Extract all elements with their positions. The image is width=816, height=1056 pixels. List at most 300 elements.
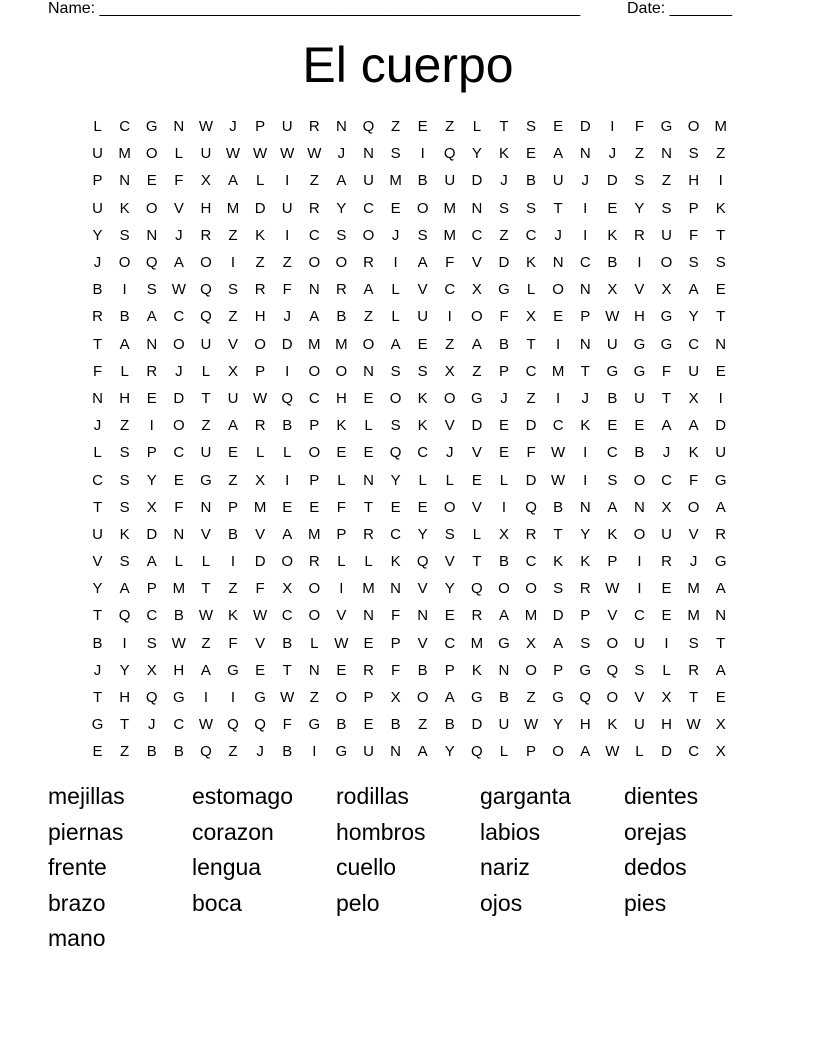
grid-letter[interactable]: G [227, 661, 239, 679]
grid-letter[interactable]: T [120, 716, 130, 734]
grid-letter[interactable]: Z [255, 254, 265, 272]
grid-letter[interactable]: X [661, 689, 672, 707]
grid-letter[interactable]: E [336, 661, 347, 679]
grid-letter[interactable]: J [554, 226, 562, 244]
grid-letter[interactable]: D [525, 417, 537, 435]
grid-letter[interactable]: W [605, 580, 620, 598]
grid-letter[interactable]: O [172, 417, 185, 435]
grid-letter[interactable]: W [307, 145, 322, 163]
grid-letter[interactable]: D [498, 254, 510, 272]
grid-letter[interactable]: D [552, 607, 564, 625]
grid-letter[interactable]: X [526, 634, 537, 652]
grid-letter[interactable]: B [553, 498, 564, 516]
grid-letter[interactable]: W [253, 607, 268, 625]
grid-letter[interactable]: H [634, 308, 645, 326]
grid-letter[interactable]: M [389, 172, 402, 190]
grid-letter[interactable]: G [308, 716, 321, 734]
grid-letter[interactable]: O [308, 254, 321, 272]
grid-letter[interactable]: S [119, 471, 130, 489]
grid-letter[interactable]: O [606, 689, 619, 707]
grid-letter[interactable]: U [92, 199, 103, 217]
grid-letter[interactable]: E [715, 281, 726, 299]
grid-letter[interactable]: O [633, 525, 646, 543]
grid-letter[interactable]: V [444, 553, 455, 571]
grid-letter[interactable]: N [634, 498, 645, 516]
grid-letter[interactable]: B [336, 308, 347, 326]
grid-letter[interactable]: V [688, 525, 699, 543]
grid-letter[interactable]: O [281, 553, 294, 571]
grid-letter[interactable]: V [92, 553, 103, 571]
grid-letter[interactable]: O [335, 689, 348, 707]
grid-letter[interactable]: C [688, 335, 700, 353]
grid-letter[interactable]: N [308, 281, 320, 299]
grid-letter[interactable]: I [718, 389, 723, 407]
grid-letter[interactable]: G [254, 689, 266, 707]
grid-letter[interactable]: F [255, 580, 265, 598]
grid-letter[interactable]: C [146, 607, 158, 625]
grid-letter[interactable]: L [174, 145, 183, 163]
grid-letter[interactable]: R [363, 525, 374, 543]
grid-letter[interactable]: E [715, 362, 726, 380]
grid-letter[interactable]: A [363, 281, 374, 299]
grid-letter[interactable]: O [552, 281, 564, 299]
grid-letter[interactable]: T [92, 498, 103, 516]
grid-letter[interactable]: L [201, 362, 211, 380]
grid-letter[interactable]: Q [579, 689, 592, 707]
grid-letter[interactable]: Z [228, 308, 238, 326]
grid-letter[interactable]: F [445, 254, 455, 272]
grid-letter[interactable]: Z [228, 226, 238, 244]
grid-letter[interactable]: Z [309, 689, 319, 707]
grid-letter[interactable]: Y [92, 580, 103, 598]
grid-letter[interactable]: B [417, 661, 428, 679]
grid-letter[interactable]: U [200, 335, 212, 353]
grid-letter[interactable]: X [661, 281, 672, 299]
grid-letter[interactable]: G [471, 389, 483, 407]
grid-letter[interactable]: N [200, 498, 212, 516]
grid-letter[interactable]: J [391, 226, 400, 244]
grid-letter[interactable]: Q [118, 607, 131, 625]
grid-letter[interactable]: O [687, 498, 700, 516]
grid-letter[interactable]: T [92, 335, 103, 353]
grid-letter[interactable]: N [579, 498, 591, 516]
grid-letter[interactable]: E [363, 634, 374, 652]
grid-letter[interactable]: R [715, 525, 727, 543]
grid-letter[interactable]: D [471, 417, 483, 435]
grid-letter[interactable]: Q [200, 743, 212, 761]
grid-letter[interactable]: S [119, 226, 130, 244]
grid-letter[interactable]: C [390, 525, 401, 543]
grid-letter[interactable]: N [363, 145, 374, 163]
grid-letter[interactable]: J [662, 444, 671, 462]
grid-letter[interactable]: J [93, 417, 102, 435]
grid-letter[interactable]: T [363, 498, 374, 516]
grid-letter[interactable]: Y [580, 525, 591, 543]
grid-letter[interactable]: M [687, 607, 700, 625]
grid-letter[interactable]: G [714, 553, 727, 571]
grid-letter[interactable]: K [553, 553, 564, 571]
grid-letter[interactable]: U [227, 389, 239, 407]
grid-letter[interactable]: J [500, 172, 508, 190]
grid-letter[interactable]: K [580, 417, 591, 435]
grid-letter[interactable]: A [553, 634, 564, 652]
grid-letter[interactable]: U [281, 118, 293, 136]
grid-letter[interactable]: B [336, 716, 347, 734]
grid-letter[interactable]: I [583, 444, 588, 462]
grid-letter[interactable]: X [715, 716, 726, 734]
grid-letter[interactable]: W [686, 716, 701, 734]
grid-letter[interactable]: C [173, 444, 185, 462]
grid-letter[interactable]: I [312, 743, 317, 761]
grid-letter[interactable]: O [200, 254, 212, 272]
grid-letter[interactable]: T [201, 580, 211, 598]
grid-letter[interactable]: K [417, 417, 428, 435]
grid-letter[interactable]: T [689, 689, 699, 707]
grid-letter[interactable]: B [498, 335, 509, 353]
grid-letter[interactable]: T [580, 362, 590, 380]
grid-letter[interactable]: P [309, 471, 320, 489]
grid-letter[interactable]: F [92, 362, 103, 380]
grid-letter[interactable]: Z [201, 417, 211, 435]
grid-letter[interactable]: N [146, 226, 158, 244]
grid-letter[interactable]: E [92, 743, 103, 761]
grid-letter[interactable]: R [525, 525, 537, 543]
grid-letter[interactable]: D [661, 743, 672, 761]
grid-letter[interactable]: A [417, 254, 428, 272]
grid-letter[interactable]: G [714, 471, 727, 489]
grid-letter[interactable]: K [417, 389, 428, 407]
grid-letter[interactable]: E [498, 417, 509, 435]
grid-letter[interactable]: Q [145, 689, 158, 707]
grid-letter[interactable]: R [688, 661, 700, 679]
grid-letter[interactable]: N [308, 661, 320, 679]
grid-letter[interactable]: Z [282, 254, 292, 272]
grid-letter[interactable]: L [662, 661, 671, 679]
grid-letter[interactable]: P [336, 525, 347, 543]
grid-letter[interactable]: A [119, 580, 130, 598]
grid-letter[interactable]: W [605, 308, 620, 326]
grid-letter[interactable]: V [228, 335, 239, 353]
grid-letter[interactable]: M [443, 199, 457, 217]
grid-letter[interactable]: A [715, 580, 726, 598]
grid-letter[interactable]: I [203, 689, 208, 707]
grid-letter[interactable]: L [418, 471, 427, 489]
grid-letter[interactable]: T [92, 689, 103, 707]
grid-letter[interactable]: W [551, 444, 566, 462]
grid-letter[interactable]: S [688, 145, 699, 163]
grid-letter[interactable]: T [716, 634, 726, 652]
grid-letter[interactable]: N [579, 145, 591, 163]
grid-letter[interactable]: Q [227, 716, 239, 734]
grid-letter[interactable]: E [336, 444, 347, 462]
grid-letter[interactable]: W [523, 716, 539, 734]
grid-letter[interactable]: U [634, 634, 645, 652]
grid-letter[interactable]: U [200, 444, 212, 462]
grid-letter[interactable]: C [688, 743, 700, 761]
grid-letter[interactable]: K [607, 716, 618, 734]
grid-letter[interactable]: K [336, 417, 347, 435]
grid-letter[interactable]: W [551, 471, 566, 489]
grid-letter[interactable]: N [363, 362, 374, 380]
grid-letter[interactable]: E [417, 118, 428, 136]
grid-letter[interactable]: I [230, 689, 236, 707]
grid-letter[interactable]: Z [390, 118, 401, 136]
grid-letter[interactable]: J [175, 362, 183, 380]
grid-letter[interactable]: V [417, 634, 428, 652]
grid-letter[interactable]: K [580, 553, 591, 571]
grid-letter[interactable]: S [228, 281, 239, 299]
grid-letter[interactable]: Q [389, 444, 402, 462]
grid-letter[interactable]: U [661, 226, 672, 244]
grid-letter[interactable]: E [228, 444, 239, 462]
grid-letter[interactable]: N [390, 580, 401, 598]
grid-letter[interactable]: G [633, 335, 646, 353]
grid-letter[interactable]: Z [472, 362, 482, 380]
grid-letter[interactable]: Q [606, 661, 619, 679]
grid-letter[interactable]: I [285, 226, 290, 244]
grid-letter[interactable]: Y [336, 199, 347, 217]
grid-letter[interactable]: N [173, 525, 185, 543]
grid-letter[interactable]: C [579, 254, 591, 272]
grid-letter[interactable]: S [119, 553, 130, 571]
grid-letter[interactable]: P [688, 199, 699, 217]
grid-letter[interactable]: U [417, 308, 429, 326]
grid-letter[interactable]: X [282, 580, 293, 598]
grid-letter[interactable]: E [363, 444, 374, 462]
grid-letter[interactable]: Z [228, 580, 238, 598]
grid-letter[interactable]: U [200, 145, 212, 163]
grid-letter[interactable]: S [417, 362, 428, 380]
grid-letter[interactable]: S [119, 498, 130, 516]
grid-letter[interactable]: F [689, 471, 699, 489]
grid-letter[interactable]: I [718, 172, 723, 190]
grid-letter[interactable]: J [93, 661, 102, 679]
grid-letter[interactable]: O [443, 389, 456, 407]
grid-letter[interactable]: T [499, 118, 509, 136]
grid-letter[interactable]: Y [471, 145, 482, 163]
grid-letter[interactable]: I [556, 335, 561, 353]
grid-letter[interactable]: K [607, 226, 618, 244]
grid-letter[interactable]: B [607, 254, 618, 272]
grid-letter[interactable]: O [660, 254, 673, 272]
grid-letter[interactable]: X [200, 172, 211, 190]
grid-letter[interactable]: C [281, 607, 293, 625]
grid-letter[interactable]: B [417, 172, 428, 190]
grid-letter[interactable]: Z [499, 226, 509, 244]
grid-letter[interactable]: A [661, 417, 672, 435]
grid-letter[interactable]: Y [92, 226, 103, 244]
grid-letter[interactable]: F [526, 444, 536, 462]
grid-letter[interactable]: B [390, 716, 401, 734]
grid-letter[interactable]: Q [200, 281, 212, 299]
grid-letter[interactable]: Q [281, 389, 294, 407]
grid-letter[interactable]: E [526, 145, 537, 163]
grid-letter[interactable]: I [420, 145, 425, 163]
grid-letter[interactable]: N [579, 281, 591, 299]
grid-letter[interactable]: D [606, 172, 618, 190]
grid-letter[interactable]: I [637, 254, 642, 272]
grid-letter[interactable]: C [471, 226, 483, 244]
grid-letter[interactable]: F [390, 661, 401, 679]
grid-letter[interactable]: D [579, 118, 591, 136]
grid-letter[interactable]: G [660, 308, 673, 326]
grid-letter[interactable]: S [688, 254, 699, 272]
grid-letter[interactable]: E [471, 471, 482, 489]
grid-letter[interactable]: O [172, 335, 185, 353]
grid-letter[interactable]: L [201, 553, 211, 571]
grid-letter[interactable]: C [525, 226, 537, 244]
grid-letter[interactable]: W [280, 689, 295, 707]
grid-letter[interactable]: O [118, 254, 131, 272]
grid-letter[interactable]: W [334, 634, 349, 652]
grid-letter[interactable]: G [660, 335, 673, 353]
grid-letter[interactable]: O [335, 362, 348, 380]
grid-letter[interactable]: K [498, 145, 509, 163]
grid-letter[interactable]: J [446, 444, 454, 462]
grid-letter[interactable]: X [661, 498, 672, 516]
grid-letter[interactable]: Z [120, 743, 130, 761]
grid-letter[interactable]: F [228, 634, 238, 652]
grid-letter[interactable]: K [715, 199, 726, 217]
grid-letter[interactable]: U [606, 335, 618, 353]
grid-letter[interactable]: P [580, 607, 591, 625]
grid-letter[interactable]: M [470, 634, 484, 652]
grid-letter[interactable]: Q [254, 716, 266, 734]
grid-letter[interactable]: J [175, 226, 183, 244]
grid-letter[interactable]: C [661, 471, 672, 489]
grid-letter[interactable]: P [498, 362, 509, 380]
grid-letter[interactable]: V [444, 417, 455, 435]
grid-letter[interactable]: E [661, 580, 672, 598]
grid-letter[interactable]: I [230, 254, 236, 272]
grid-letter[interactable]: F [661, 362, 672, 380]
grid-letter[interactable]: S [390, 362, 401, 380]
grid-letter[interactable]: R [363, 254, 374, 272]
grid-letter[interactable]: M [551, 362, 565, 380]
grid-letter[interactable]: Y [444, 580, 455, 598]
grid-letter[interactable]: J [93, 254, 102, 272]
grid-letter[interactable]: B [146, 743, 157, 761]
grid-letter[interactable]: W [280, 145, 295, 163]
grid-letter[interactable]: S [580, 634, 591, 652]
grid-letter[interactable]: U [552, 172, 564, 190]
grid-letter[interactable]: G [660, 118, 673, 136]
grid-letter[interactable]: R [254, 417, 266, 435]
grid-letter[interactable]: M [308, 525, 321, 543]
grid-letter[interactable]: N [498, 661, 510, 679]
grid-letter[interactable]: C [552, 417, 564, 435]
grid-letter[interactable]: V [255, 634, 266, 652]
grid-letter[interactable]: X [146, 498, 157, 516]
grid-letter[interactable]: Z [661, 172, 672, 190]
grid-letter[interactable]: T [553, 525, 563, 543]
grid-letter[interactable]: B [92, 634, 103, 652]
grid-letter[interactable]: D [281, 335, 293, 353]
grid-letter[interactable]: A [580, 743, 591, 761]
grid-letter[interactable]: E [553, 118, 564, 136]
grid-letter[interactable]: R [308, 199, 320, 217]
grid-letter[interactable]: E [390, 498, 401, 516]
grid-letter[interactable]: W [198, 118, 213, 136]
grid-letter[interactable]: Q [443, 145, 456, 163]
grid-letter[interactable]: Z [634, 145, 644, 163]
grid-letter[interactable]: S [146, 281, 157, 299]
grid-letter[interactable]: U [363, 172, 374, 190]
grid-letter[interactable]: E [146, 172, 157, 190]
grid-letter[interactable]: I [501, 498, 507, 516]
grid-letter[interactable]: S [336, 226, 347, 244]
grid-letter[interactable]: N [146, 335, 158, 353]
grid-letter[interactable]: N [552, 254, 564, 272]
grid-letter[interactable]: O [389, 389, 402, 407]
grid-letter[interactable]: R [146, 362, 158, 380]
grid-letter[interactable]: E [607, 417, 618, 435]
grid-letter[interactable]: O [145, 145, 158, 163]
grid-letter[interactable]: S [607, 471, 618, 489]
grid-letter[interactable]: B [526, 172, 537, 190]
grid-letter[interactable]: V [417, 580, 428, 598]
grid-letter[interactable]: U [688, 362, 700, 380]
grid-letter[interactable]: A [444, 689, 455, 707]
grid-letter[interactable]: M [714, 118, 727, 136]
grid-letter[interactable]: N [363, 607, 374, 625]
grid-letter[interactable]: V [173, 199, 184, 217]
grid-letter[interactable]: O [471, 308, 483, 326]
grid-letter[interactable]: E [173, 471, 184, 489]
grid-letter[interactable]: S [661, 199, 672, 217]
grid-letter[interactable]: H [200, 199, 212, 217]
grid-letter[interactable]: M [362, 580, 375, 598]
grid-letter[interactable]: P [526, 743, 537, 761]
grid-letter[interactable]: U [634, 716, 645, 734]
grid-letter[interactable]: I [610, 118, 615, 136]
grid-letter[interactable]: I [583, 471, 588, 489]
grid-letter[interactable]: J [147, 716, 156, 734]
grid-letter[interactable]: I [664, 634, 669, 652]
grid-letter[interactable]: N [390, 743, 401, 761]
grid-letter[interactable]: G [200, 471, 212, 489]
grid-letter[interactable]: A [146, 308, 157, 326]
grid-letter[interactable]: G [579, 661, 592, 679]
grid-letter[interactable]: G [145, 118, 158, 136]
grid-letter[interactable]: U [92, 145, 103, 163]
grid-letter[interactable]: C [173, 308, 185, 326]
grid-letter[interactable]: A [607, 498, 618, 516]
grid-letter[interactable]: L [364, 553, 373, 571]
grid-letter[interactable]: P [309, 417, 320, 435]
grid-letter[interactable]: T [716, 226, 726, 244]
grid-letter[interactable]: P [92, 172, 103, 190]
grid-letter[interactable]: W [253, 145, 268, 163]
grid-letter[interactable]: S [634, 172, 645, 190]
grid-letter[interactable]: Z [120, 417, 130, 435]
grid-letter[interactable]: M [687, 580, 700, 598]
grid-letter[interactable]: V [471, 444, 482, 462]
grid-letter[interactable]: Z [228, 471, 238, 489]
grid-letter[interactable]: D [173, 389, 185, 407]
grid-letter[interactable]: B [498, 689, 509, 707]
grid-letter[interactable]: X [444, 362, 455, 380]
grid-letter[interactable]: D [525, 471, 537, 489]
grid-letter[interactable]: U [634, 389, 645, 407]
grid-letter[interactable]: G [91, 716, 104, 734]
grid-letter[interactable]: E [634, 417, 645, 435]
grid-letter[interactable]: M [524, 607, 538, 625]
grid-letter[interactable]: J [500, 389, 508, 407]
grid-letter[interactable]: I [339, 580, 344, 598]
grid-letter[interactable]: R [308, 553, 320, 571]
grid-letter[interactable]: I [285, 172, 290, 190]
